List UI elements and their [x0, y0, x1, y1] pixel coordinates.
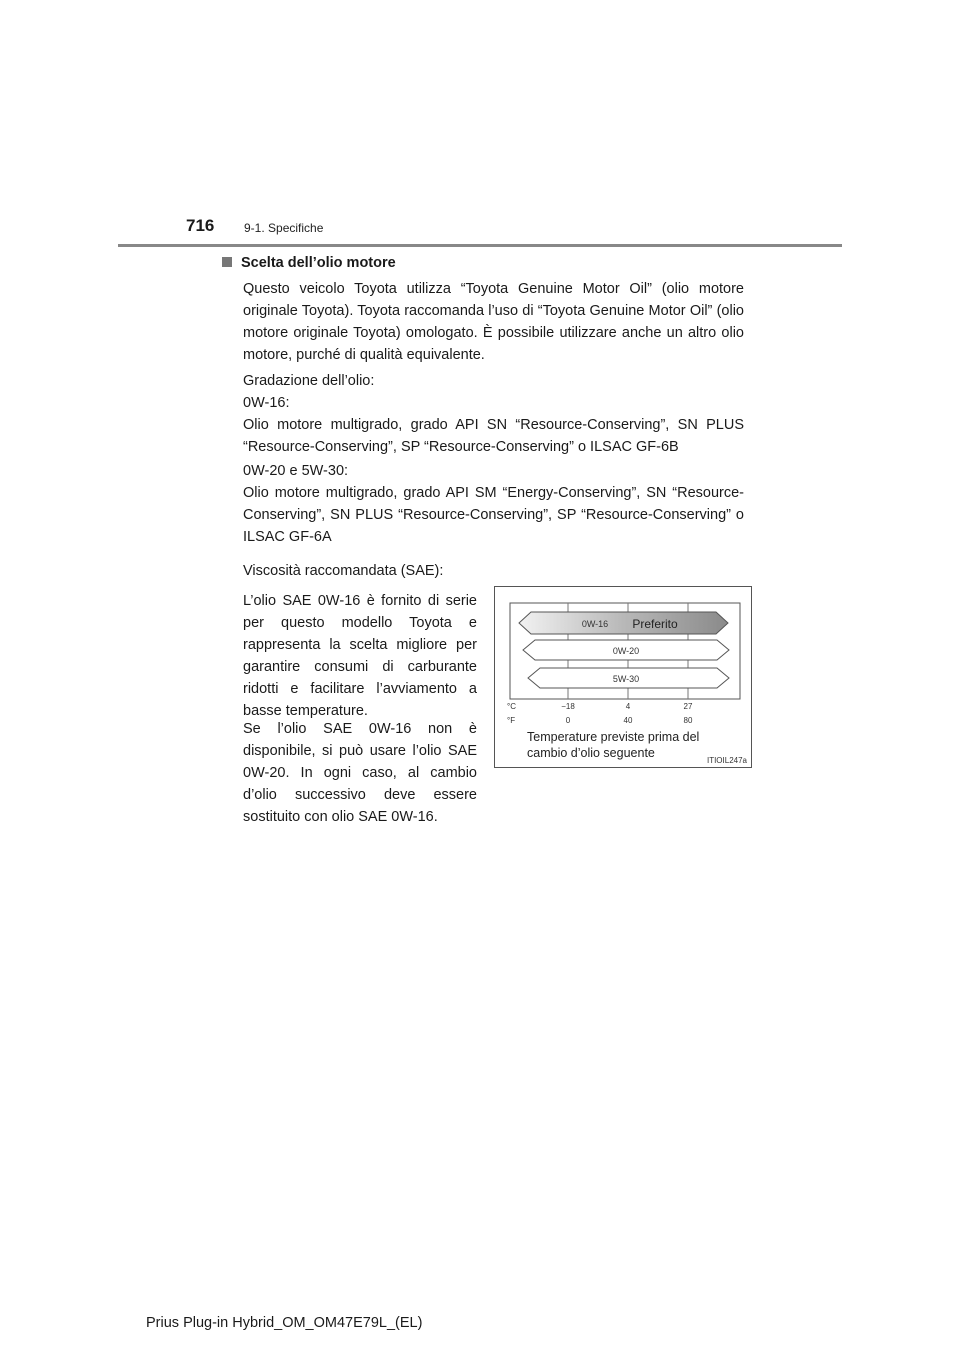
celsius-unit: °C: [507, 702, 516, 711]
bar-0w16-code: 0W-16: [581, 619, 609, 629]
grade-0w20-text: Olio motore multigrado, grado API SM “Energy-Conserving”, SN “Resource-Conserving”, SN PLUS “Resource-Conserving”, SP “Resource-Conserving” o ILSAC GF-6A: [243, 485, 744, 545]
figure-caption: [527, 729, 699, 761]
viscosity-figure: [494, 586, 752, 768]
section-heading-text: Scelta dell’olio motore: [241, 255, 396, 271]
celsius-tick: 27: [683, 702, 693, 711]
bar-5w30-code: 5W-30: [612, 674, 640, 684]
intro-paragraph: Questo veicolo Toyota utilizza “Toyota Genuine Motor Oil” (olio motore originale Toyota). Toyota raccomanda l’uso di “Toyota Genuine Motor Oil” (olio motore originale Toyota) omologato. È possibile utilizzare anche un altro olio motore, purché di qualità equivalente.: [243, 281, 744, 363]
header-divider: [118, 244, 842, 247]
viscosity-title: Viscosità raccomandata (SAE):: [243, 563, 444, 579]
square-bullet-icon: [222, 257, 232, 267]
fahrenheit-unit: °F: [507, 716, 516, 725]
celsius-tick: 4: [625, 702, 631, 711]
bar-0w16: [519, 612, 728, 634]
bar-0w20-code: 0W-20: [612, 646, 640, 656]
fahrenheit-tick: 40: [623, 716, 633, 725]
fahrenheit-tick: 80: [683, 716, 693, 725]
grade-0w16-label: 0W-16:: [243, 395, 290, 411]
grade-0w20-label: 0W-20 e 5W-30:: [243, 463, 349, 479]
page-footer: Prius Plug-in Hybrid_OM_OM47E79L_(EL): [146, 1315, 423, 1331]
section-heading: [222, 255, 396, 271]
celsius-tick: −18: [561, 702, 575, 711]
bar-0w16-label: Preferito: [632, 617, 678, 631]
section-label: 9-1. Specifiche: [244, 221, 324, 235]
page-number: 716: [186, 216, 215, 235]
figure-code: ITIOIL247a: [706, 756, 747, 765]
grade-title: Gradazione dell’olio:: [243, 373, 375, 389]
fahrenheit-tick: 0: [565, 716, 571, 725]
figure-caption-line: cambio d’olio seguente: [527, 746, 655, 760]
figure-caption-line: Temperature previste prima del: [527, 730, 700, 744]
viscosity-paragraph-2: Se l’olio SAE 0W-16 non è disponibile, si può usare l’olio SAE 0W-20. In ogni caso, al cambio d’olio successivo deve essere sostituito con olio SAE 0W-16.: [243, 721, 477, 825]
viscosity-paragraph-1: L’olio SAE 0W-16 è fornito di serie per questo modello Toyota e rappresenta la scelta migliore per garantire consumi di carburante ridotti e facilitare l’avviamento a basse temperature.: [243, 593, 477, 719]
grade-0w16-text: Olio motore multigrado, grado API SN “Resource-Conserving”, SN PLUS “Resource-Conserving”, SP “Resource-Conserving” o ILSAC GF-6B: [243, 417, 744, 455]
